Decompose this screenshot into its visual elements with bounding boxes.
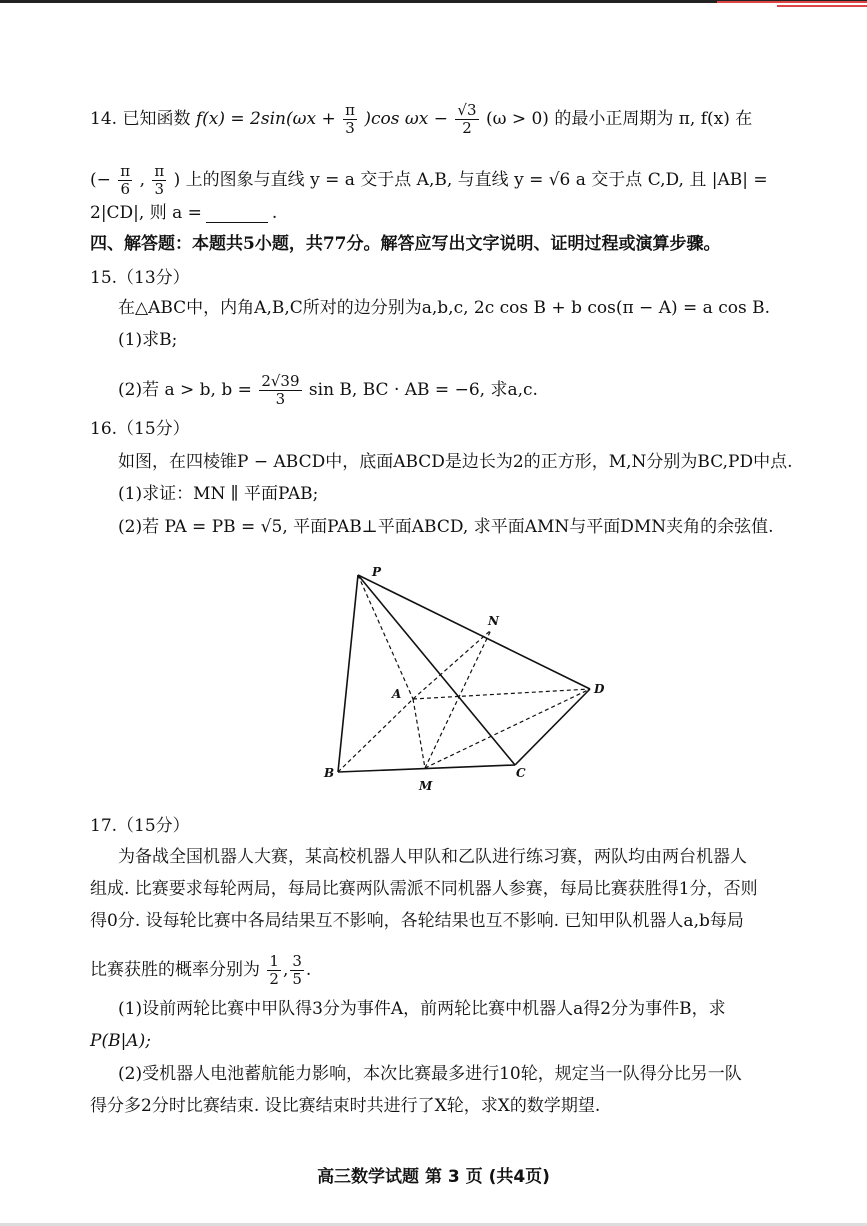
q17-frac-three-fifths: $\frac{3}{5}$	[292, 952, 302, 988]
q17-part2: (2)受机器人电池蓄航能力影响，本次比赛最多进行10轮，规定当一队得分比另一队	[118, 1064, 742, 1084]
q16-part2: (2)若 PA = PB = √5, 平面PAB⊥平面ABCD, 求平面AMN与平面DMN夹角的余弦值.	[118, 517, 774, 537]
q17-part1: (1)设前两轮比赛中甲队得3分为事件A，前两轮比赛中机器人a得2分为事件B，求	[118, 999, 726, 1019]
q17-line1: 为备战全国机器人大赛，某高校机器人甲队和乙队进行练习赛，两队均由两台机器人	[118, 847, 747, 867]
q14-frac-pi3: $\frac{\pi}{3}$	[345, 101, 355, 137]
label-M: M	[419, 779, 433, 793]
edge-PD	[358, 575, 590, 689]
q14-func: f(x) = 2sin(ωx +	[195, 109, 336, 129]
q17-line2: 组成. 比赛要求每轮两局，每局比赛两队需派不同机器人参赛，每局比赛获胜得1分，否则	[90, 879, 758, 899]
q16-stem: 如图，在四棱锥P − ABCD中，底面ABCD是边长为2的正方形，M,N分别为BC,PD中点.	[118, 452, 793, 472]
q14-frac-pi3b: $\frac{\pi}{3}$	[154, 162, 165, 198]
pyramid-figure	[320, 565, 620, 795]
q17-line4: 比赛获胜的概率分别为 $\frac{1}{2}$ , $\frac{3}{5}$ .	[90, 952, 312, 988]
q15-part1: (1)求B;	[118, 330, 178, 350]
q16-part1: (1)求证：MN ∥ 平面PAB;	[118, 484, 319, 504]
page-footer: 高三数学试题 第 3 页 (共4页)	[317, 1167, 550, 1187]
q14-frac-pi6: $\frac{\pi}{6}$	[120, 162, 131, 198]
label-B: B	[324, 766, 335, 780]
q16-heading: 16.（15分）	[90, 419, 190, 439]
q14-frac-root3: $\frac{√3}{2}$	[457, 101, 477, 137]
edge-CD	[515, 689, 590, 765]
q15-stem: 在△ABC中，内角A,B,C所对的边分别为a,b,c, 2c cos B + b cos(π − A) = a cos B.	[118, 298, 770, 318]
edge-PB	[338, 575, 358, 772]
answer-blank	[206, 206, 268, 223]
label-C: C	[516, 766, 526, 780]
q14-condition: ) 上的图象与直线 y = a 交于点 A,B, 与直线 y = √6 a 交于点 C,D, 且 |AB| =	[173, 170, 768, 190]
segment-AM	[413, 699, 425, 768]
q15-heading: 15.（13分）	[90, 268, 190, 288]
q17-line3: 得0分. 设每轮比赛中各局结果互不影响，各轮结果也互不影响. 已知甲队机器人a,b每局	[90, 911, 744, 931]
q15-part2: (2)若 a > b, b = $\frac{2√39}{3}$ sin B, BC · AB = −6, 求a,c.	[118, 372, 538, 408]
q14-line3: 2|CD|, 则 a = .	[90, 203, 278, 223]
q14-line1	[90, 102, 752, 137]
q17-heading: 17.（15分）	[90, 816, 190, 836]
q14-period: (ω > 0) 的最小正周期为 π, f(x) 在	[485, 109, 753, 129]
q14-line2: (− $\frac{\pi}{6}$ , $\frac{\pi}{3}$ ) 上的图象与直线 y = a 交于点 A,B, 与直线 y = √6 a 交于点 C,D, 且 |AB| =	[90, 162, 768, 198]
q17-part2-cont: 得分多2分时比赛结束. 设比赛结束时共进行了X轮，求X的数学期望.	[90, 1096, 601, 1116]
section-heading: 四、解答题：本题共5小题，共77分。解答应写出文字说明、证明过程或演算步骤。	[90, 234, 721, 254]
top-red-marks	[707, 0, 867, 8]
label-D: D	[594, 682, 605, 696]
label-P: P	[372, 565, 382, 579]
edge-AB	[338, 699, 413, 772]
q17-part1-prob: P(B|A);	[90, 1031, 151, 1051]
label-N: N	[488, 614, 499, 628]
q14-label: 14. 已知函数	[90, 109, 191, 129]
label-A: A	[392, 687, 402, 701]
q14-cos: )cos ωx −	[364, 109, 449, 129]
edge-PA	[358, 575, 413, 699]
q17-frac-half: $\frac{1}{2}$	[269, 952, 279, 988]
edge-AD	[413, 689, 590, 699]
segment-MN	[425, 630, 491, 768]
q15-frac: $\frac{2√39}{3}$	[261, 372, 300, 408]
